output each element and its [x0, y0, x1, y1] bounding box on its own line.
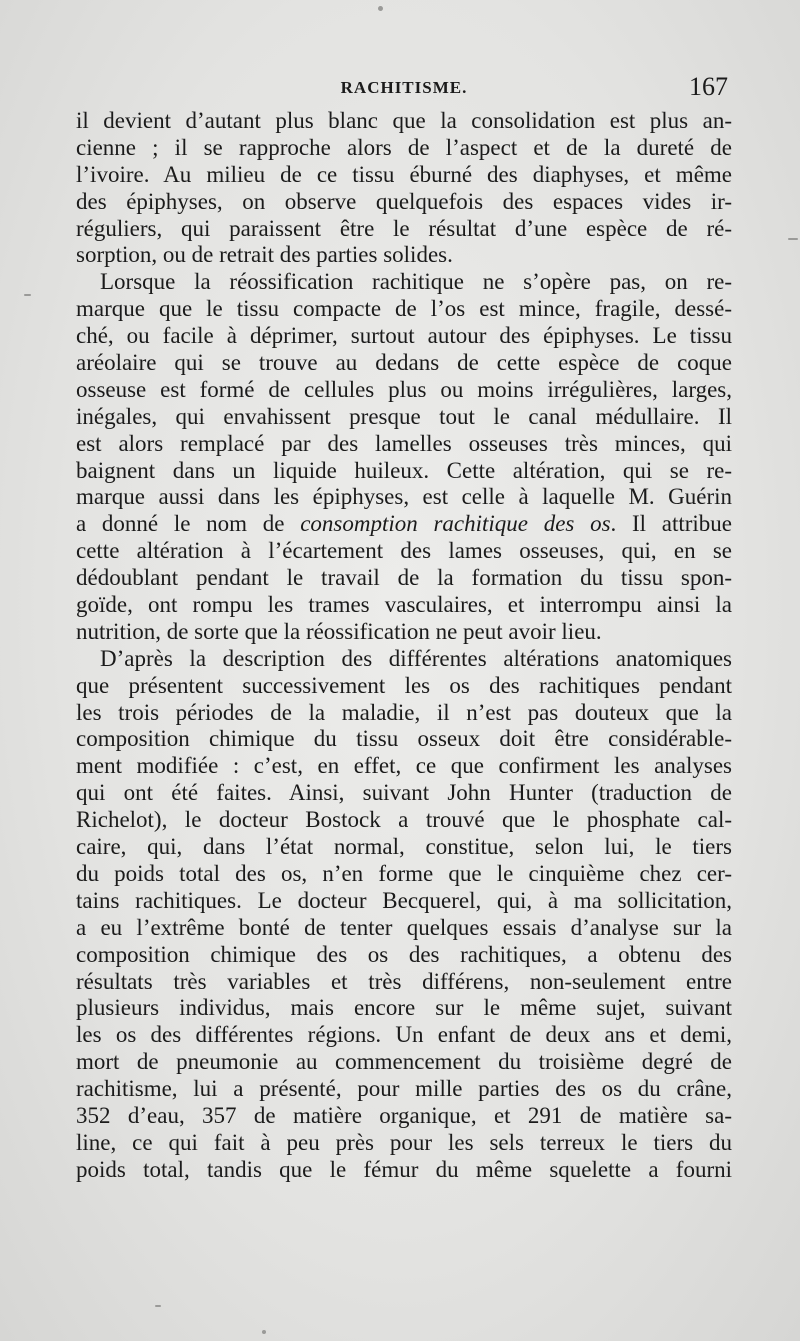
paper-speck: [788, 238, 798, 240]
text-line: rachitisme, lui a présenté, pour mille parties des os du crâne,: [76, 1076, 732, 1102]
italic-term: consomption rachitique des os: [300, 511, 611, 537]
text-line: osseuse est formé de cellules plus ou moins irrégulières, larges,: [76, 376, 732, 402]
text-line: 352 d’eau, 357 de matière organique, et 291 de matière sa-: [76, 1102, 732, 1128]
page-number: 167: [689, 72, 728, 101]
text-line: Richelot), le docteur Bostock a trouvé que le phosphate cal-: [76, 807, 732, 833]
body-text: [76, 108, 732, 1184]
text-line: goïde, ont rompu les trames vasculaires, et interrompu ainsi la: [76, 592, 732, 618]
paper-speck: [155, 1305, 161, 1307]
text-line: marque aussi dans les épiphyses, est celle à laquelle M. Guérin: [76, 484, 732, 510]
text-line: du poids total des os, n’en forme que le cinquième chez cer-: [76, 860, 732, 886]
text-line: line, ce qui fait à peu près pour les sels terreux le tiers du: [76, 1129, 732, 1155]
text-line: ment modifiée : c’est, en effet, ce que confirment les analyses: [76, 753, 732, 779]
paragraph-1: [76, 108, 732, 269]
text-line: réguliers, qui paraissent être le résultat d’une espèce de ré-: [76, 215, 732, 241]
text-line: cienne ; il se rapproche alors de l’aspect et de la dureté de: [76, 134, 732, 160]
text-line: nutrition, de sorte que la réossification ne peut avoir lieu.: [76, 618, 602, 644]
text-line: résultats très variables et très différens, non-seulement entre: [76, 968, 732, 994]
page-header: [76, 72, 732, 108]
text-line: ché, ou facile à déprimer, surtout autour des épiphyses. Le tissu: [76, 323, 732, 349]
text-line: qui ont été faites. Ainsi, suivant John Hunter (traduction de: [76, 780, 732, 806]
text-line: caire, qui, dans l’état normal, constitue, selon lui, le tiers: [76, 834, 732, 860]
text-line: il devient d’autant plus blanc que la consolidation est plus an-: [76, 108, 732, 133]
text-line: poids total, tandis que le fémur du même squelette a fourni: [76, 1156, 732, 1182]
paragraph-2: [76, 269, 732, 645]
text-line: D’après la description des différentes altérations anatomiques: [100, 645, 732, 671]
text-line: que présentent successivement les os des rachitiques pendant: [76, 672, 732, 698]
text-line-with-italic: [76, 511, 732, 538]
text-line: l’ivoire. Au milieu de ce tissu éburné des diaphyses, et même: [76, 161, 732, 187]
paper-speck: [24, 294, 31, 296]
text-line: cette altération à l’écartement des lames osseuses, qui, en se: [76, 538, 732, 564]
text-line: Lorsque la réossification rachitique ne s’opère pas, on re-: [100, 269, 732, 295]
paragraph-3: [76, 646, 732, 1184]
text-line: composition chimique du tissu osseux doit être considérable-: [76, 726, 732, 752]
text-line: est alors remplacé par des lamelles osseuses très minces, qui: [76, 430, 732, 456]
text-line: marque que le tissu compacte de l’os est mince, fragile, dessé-: [76, 296, 732, 322]
text-line: a eu l’extrême bonté de tenter quelques essais d’analyse sur la: [76, 914, 732, 940]
text-segment: . Il attribue: [610, 511, 732, 537]
text-line: tains rachitiques. Le docteur Becquerel, qui, à ma sollicitation,: [76, 887, 732, 913]
text-line: les trois périodes de la maladie, il n’est pas douteux que la: [76, 699, 732, 725]
text-line: dédoublant pendant le travail de la formation du tissu spon-: [76, 565, 732, 591]
paper-speck: [378, 6, 383, 11]
text-line: des épiphyses, on observe quelquefois des espaces vides ir-: [76, 188, 732, 214]
paper-speck: [262, 1330, 266, 1334]
text-line: baignent dans un liquide huileux. Cette altération, qui se re-: [76, 457, 732, 483]
text-line: inégales, qui envahissent presque tout le canal médullaire. Il: [76, 403, 732, 429]
text-line: aréolaire qui se trouve au dedans de cette espèce de coque: [76, 350, 732, 376]
text-line: sorption, ou de retrait des parties solides.: [76, 242, 453, 268]
text-line: composition chimique des os des rachitiques, a obtenu des: [76, 941, 732, 967]
text-line: les os des différentes régions. Un enfant de deux ans et demi,: [76, 1022, 732, 1048]
text-segment: a donné le nom de: [76, 511, 301, 537]
text-line: mort de pneumonie au commencement du troisième degré de: [76, 1049, 732, 1075]
running-head: RACHITISME.: [340, 78, 468, 97]
text-line: plusieurs individus, mais encore sur le même sujet, suivant: [76, 995, 732, 1021]
